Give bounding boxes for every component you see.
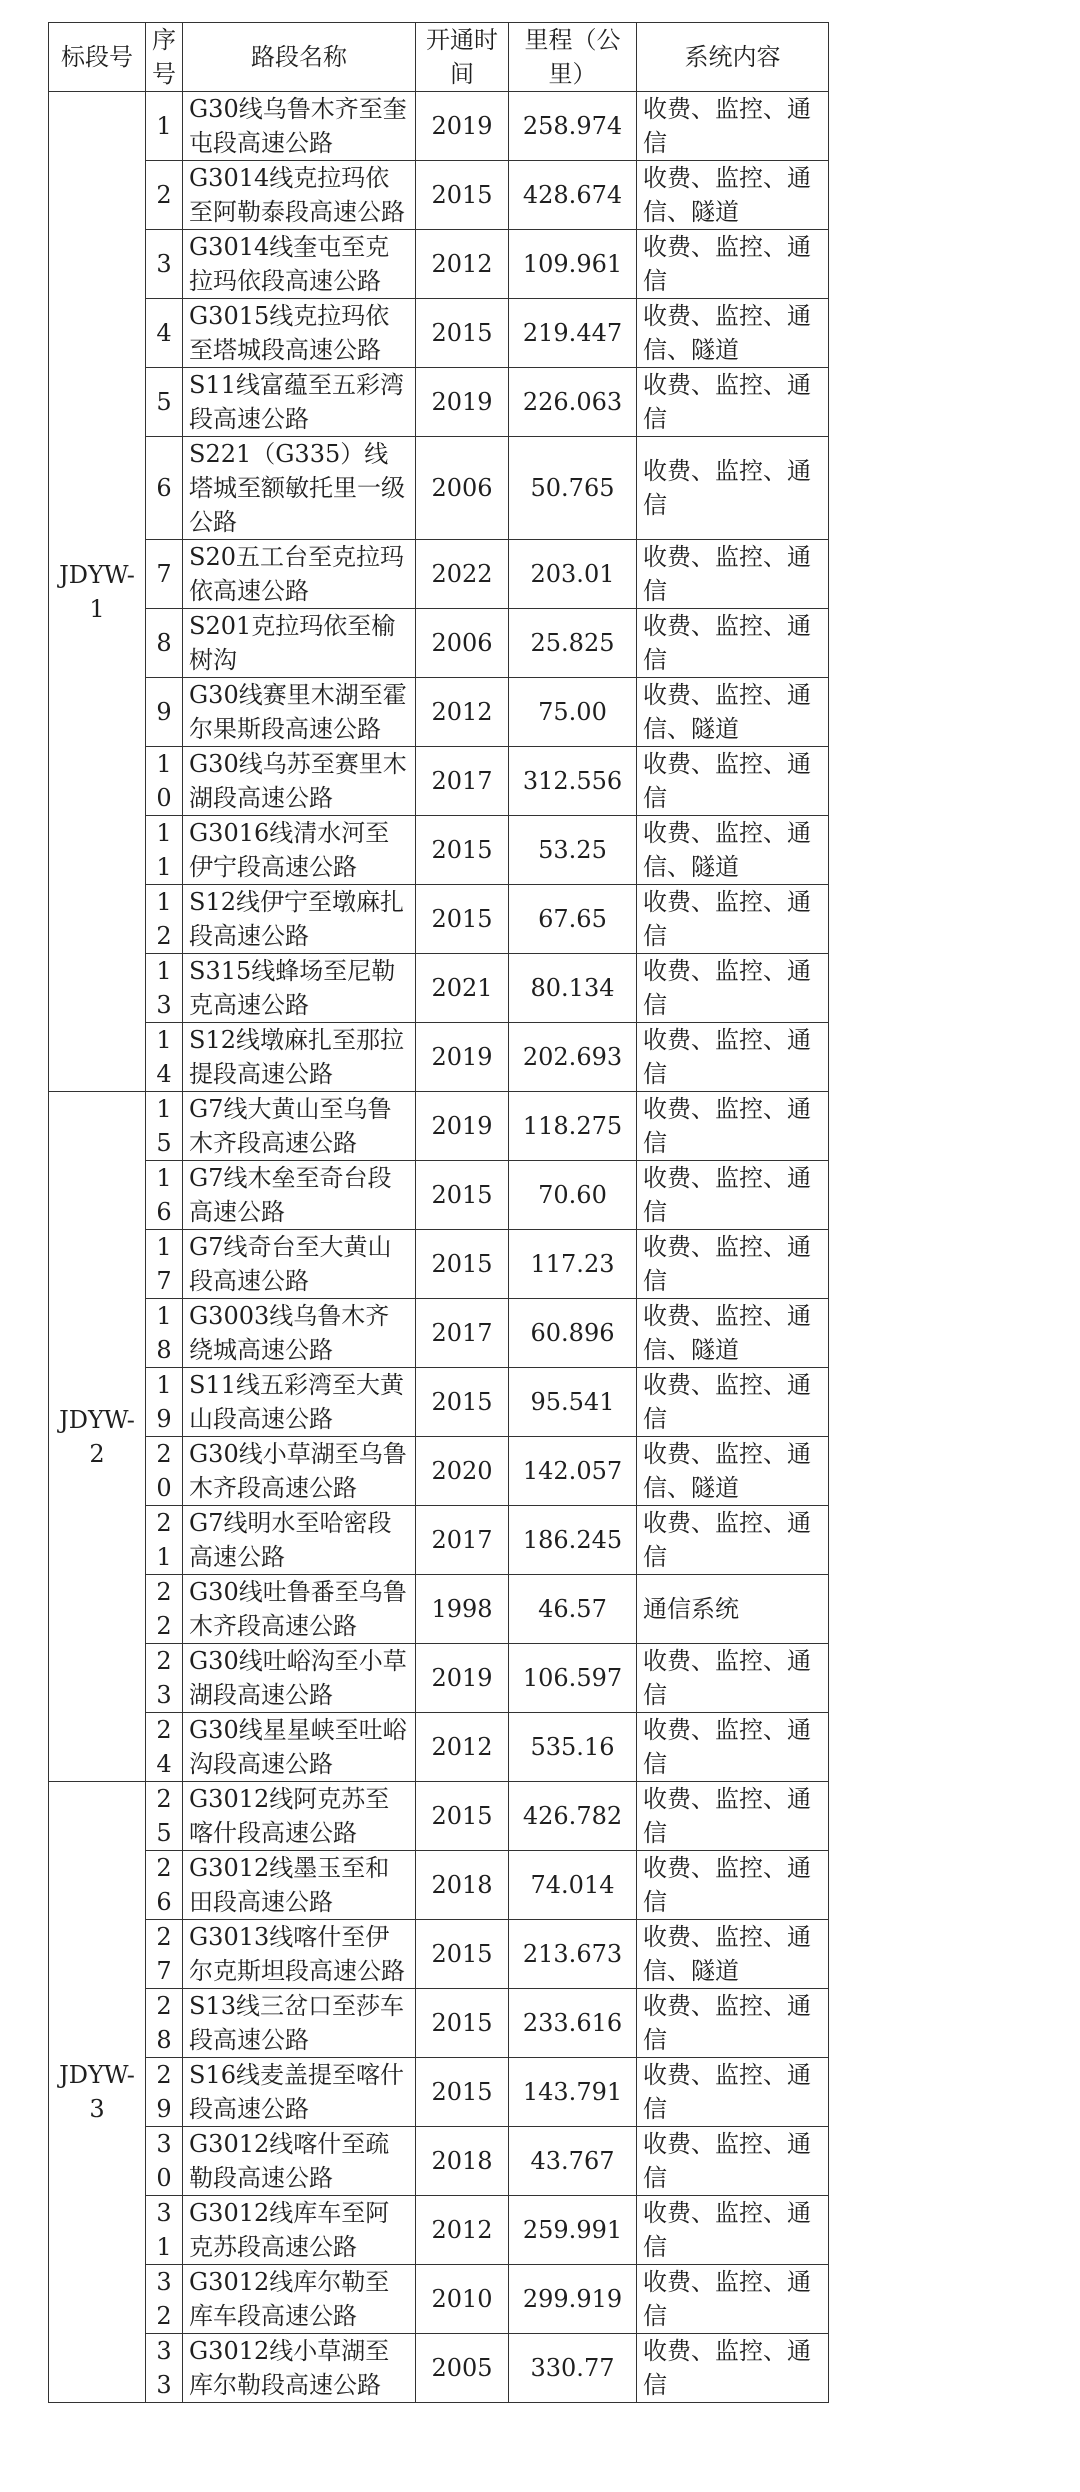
table-row [49,1920,829,1989]
mileage-cell: 67.65 [509,885,637,954]
mileage-cell: 80.134 [509,954,637,1023]
system-content-cell: 收费、监控、通信 [637,2265,829,2334]
road-name-cell: G3012线墨玉至和田段高速公路 [183,1851,416,1920]
open-year-cell: 2012 [416,678,509,747]
mileage-cell: 74.014 [509,1851,637,1920]
open-year-cell: 2015 [416,1989,509,2058]
no-cell: 3 [146,230,183,299]
mileage-cell: 95.541 [509,1368,637,1437]
header-system: 系统内容 [637,23,829,92]
open-year-cell: 2015 [416,1230,509,1299]
road-name-cell: G7线奇台至大黄山段高速公路 [183,1230,416,1299]
mileage-cell: 142.057 [509,1437,637,1506]
road-name-cell: G7线木垒至奇台段高速公路 [183,1161,416,1230]
system-content-cell: 收费、监控、通信、隧道 [637,816,829,885]
no-cell: 22 [146,1575,183,1644]
road-name-cell: G7线大黄山至乌鲁木齐段高速公路 [183,1092,416,1161]
no-cell: 13 [146,954,183,1023]
road-name-cell: S315线蜂场至尼勒克高速公路 [183,954,416,1023]
open-year-cell: 2017 [416,1299,509,1368]
system-content-cell: 收费、监控、通信 [637,1851,829,1920]
open-year-cell: 2006 [416,609,509,678]
road-name-cell: G30线星星峡至吐峪沟段高速公路 [183,1713,416,1782]
mileage-cell: 106.597 [509,1644,637,1713]
no-cell: 24 [146,1713,183,1782]
no-cell: 32 [146,2265,183,2334]
open-year-cell: 2015 [416,161,509,230]
road-name-cell: G3012线库车至阿克苏段高速公路 [183,2196,416,2265]
mileage-cell: 43.767 [509,2127,637,2196]
table-body [49,92,829,2403]
table-row [49,540,829,609]
table-row [49,2127,829,2196]
no-cell: 33 [146,2334,183,2403]
open-year-cell: 2019 [416,1023,509,1092]
no-cell: 2 [146,161,183,230]
road-name-cell: S221（G335）线塔城至额敏托里一级公路 [183,437,416,540]
system-content-cell: 收费、监控、通信 [637,437,829,540]
road-name-cell: S201克拉玛依至榆树沟 [183,609,416,678]
table-row [49,2058,829,2127]
no-cell: 18 [146,1299,183,1368]
system-content-cell: 收费、监控、通信、隧道 [637,1437,829,1506]
no-cell: 4 [146,299,183,368]
no-cell: 10 [146,747,183,816]
no-cell: 23 [146,1644,183,1713]
open-year-cell: 2015 [416,816,509,885]
table-row [49,2334,829,2403]
no-cell: 29 [146,2058,183,2127]
no-cell: 5 [146,368,183,437]
road-name-cell: G30线乌苏至赛里木湖段高速公路 [183,747,416,816]
open-year-cell: 2019 [416,92,509,161]
table-row [49,437,829,540]
road-name-cell: G3016线清水河至伊宁段高速公路 [183,816,416,885]
no-cell: 20 [146,1437,183,1506]
open-year-cell: 2015 [416,885,509,954]
open-year-cell: 2018 [416,2127,509,2196]
road-name-cell: G3012线库尔勒至库车段高速公路 [183,2265,416,2334]
system-content-cell: 收费、监控、通信 [637,1644,829,1713]
segment-cell: JDYW-1 [49,92,146,1092]
table-row [49,1575,829,1644]
table-row [49,816,829,885]
open-year-cell: 2019 [416,1644,509,1713]
header-row [49,23,829,92]
system-content-cell: 收费、监控、通信 [637,1092,829,1161]
no-cell: 31 [146,2196,183,2265]
table-row [49,161,829,230]
road-name-cell: S12线墩麻扎至那拉提段高速公路 [183,1023,416,1092]
road-name-cell: G30线吐鲁番至乌鲁木齐段高速公路 [183,1575,416,1644]
no-cell: 30 [146,2127,183,2196]
mileage-cell: 226.063 [509,368,637,437]
system-content-cell: 收费、监控、通信、隧道 [637,161,829,230]
mileage-cell: 53.25 [509,816,637,885]
system-content-cell: 收费、监控、通信、隧道 [637,1299,829,1368]
road-name-cell: G3003线乌鲁木齐绕城高速公路 [183,1299,416,1368]
open-year-cell: 2015 [416,1920,509,1989]
open-year-cell: 2012 [416,2196,509,2265]
system-content-cell: 收费、监控、通信 [637,92,829,161]
open-year-cell: 2012 [416,230,509,299]
road-name-cell: S12线伊宁至墩麻扎段高速公路 [183,885,416,954]
table-row [49,678,829,747]
table-row [49,1161,829,1230]
no-cell: 26 [146,1851,183,1920]
mileage-cell: 299.919 [509,2265,637,2334]
table-row [49,1506,829,1575]
system-content-cell: 收费、监控、通信 [637,368,829,437]
mileage-cell: 46.57 [509,1575,637,1644]
header-no: 序号 [146,23,183,92]
no-cell: 12 [146,885,183,954]
no-cell: 14 [146,1023,183,1092]
table-row [49,1851,829,1920]
mileage-cell: 258.974 [509,92,637,161]
system-content-cell: 收费、监控、通信 [637,1506,829,1575]
system-content-cell: 收费、监控、通信 [637,2196,829,2265]
segment-cell: JDYW-2 [49,1092,146,1782]
mileage-cell: 426.782 [509,1782,637,1851]
road-name-cell: G3014线克拉玛依至阿勒泰段高速公路 [183,161,416,230]
table-row [49,885,829,954]
table-row [49,1644,829,1713]
table-row [49,299,829,368]
system-content-cell: 收费、监控、通信 [637,540,829,609]
table-row [49,609,829,678]
no-cell: 9 [146,678,183,747]
open-year-cell: 2020 [416,1437,509,1506]
table-row [49,1713,829,1782]
system-content-cell: 收费、监控、通信、隧道 [637,299,829,368]
segment-cell: JDYW-3 [49,1782,146,2403]
mileage-cell: 117.23 [509,1230,637,1299]
table-row [49,1023,829,1092]
road-name-cell: G3015线克拉玛依至塔城段高速公路 [183,299,416,368]
system-content-cell: 收费、监控、通信 [637,2058,829,2127]
mileage-cell: 109.961 [509,230,637,299]
table-row [49,1782,829,1851]
header-km: 里程（公里） [509,23,637,92]
road-name-cell: G7线明水至哈密段高速公路 [183,1506,416,1575]
mileage-cell: 330.77 [509,2334,637,2403]
mileage-cell: 312.556 [509,747,637,816]
mileage-cell: 60.896 [509,1299,637,1368]
system-content-cell: 收费、监控、通信 [637,2334,829,2403]
road-name-cell: S20五工台至克拉玛依高速公路 [183,540,416,609]
open-year-cell: 2015 [416,1368,509,1437]
system-content-cell: 收费、监控、通信 [637,747,829,816]
table-row [49,1299,829,1368]
road-name-cell: G3012线喀什至疏勒段高速公路 [183,2127,416,2196]
no-cell: 11 [146,816,183,885]
mileage-cell: 70.60 [509,1161,637,1230]
no-cell: 8 [146,609,183,678]
mileage-cell: 428.674 [509,161,637,230]
mileage-cell: 75.00 [509,678,637,747]
no-cell: 21 [146,1506,183,1575]
no-cell: 7 [146,540,183,609]
system-content-cell: 收费、监控、通信 [637,1782,829,1851]
table-row [49,747,829,816]
table-row [49,2196,829,2265]
open-year-cell: 2015 [416,1161,509,1230]
mileage-cell: 233.616 [509,1989,637,2058]
table-row [49,1368,829,1437]
road-name-cell: S11线五彩湾至大黄山段高速公路 [183,1368,416,1437]
no-cell: 28 [146,1989,183,2058]
mileage-cell: 50.765 [509,437,637,540]
table-row [49,1230,829,1299]
open-year-cell: 1998 [416,1575,509,1644]
road-name-cell: G30线赛里木湖至霍尔果斯段高速公路 [183,678,416,747]
system-content-cell: 收费、监控、通信 [637,1368,829,1437]
open-year-cell: 2017 [416,747,509,816]
system-content-cell: 收费、监控、通信 [637,1023,829,1092]
no-cell: 6 [146,437,183,540]
open-year-cell: 2005 [416,2334,509,2403]
road-name-cell: G30线吐峪沟至小草湖段高速公路 [183,1644,416,1713]
mileage-cell: 219.447 [509,299,637,368]
table-row [49,230,829,299]
no-cell: 16 [146,1161,183,1230]
system-content-cell: 收费、监控、通信 [637,1161,829,1230]
open-year-cell: 2019 [416,1092,509,1161]
table-row [49,1437,829,1506]
no-cell: 17 [146,1230,183,1299]
open-year-cell: 2019 [416,368,509,437]
open-year-cell: 2015 [416,1782,509,1851]
road-name-cell: S16线麦盖提至喀什段高速公路 [183,2058,416,2127]
system-content-cell: 收费、监控、通信 [637,1230,829,1299]
system-content-cell: 收费、监控、通信 [637,1989,829,2058]
open-year-cell: 2021 [416,954,509,1023]
road-name-cell: G3012线小草湖至库尔勒段高速公路 [183,2334,416,2403]
open-year-cell: 2018 [416,1851,509,1920]
table-row [49,368,829,437]
mileage-cell: 259.991 [509,2196,637,2265]
no-cell: 27 [146,1920,183,1989]
mileage-cell: 535.16 [509,1713,637,1782]
header-name: 路段名称 [183,23,416,92]
road-name-cell: G30线乌鲁木齐至奎屯段高速公路 [183,92,416,161]
road-name-cell: G3014线奎屯至克拉玛依段高速公路 [183,230,416,299]
highway-segments-table [48,22,829,2403]
mileage-cell: 25.825 [509,609,637,678]
no-cell: 15 [146,1092,183,1161]
header-segment: 标段号 [49,23,146,92]
no-cell: 25 [146,1782,183,1851]
system-content-cell: 收费、监控、通信 [637,954,829,1023]
open-year-cell: 2012 [416,1713,509,1782]
table-row [49,2265,829,2334]
mileage-cell: 143.791 [509,2058,637,2127]
table-row [49,92,829,161]
road-name-cell: S11线富蕴至五彩湾段高速公路 [183,368,416,437]
open-year-cell: 2006 [416,437,509,540]
table-row [49,954,829,1023]
header-year: 开通时间 [416,23,509,92]
mileage-cell: 203.01 [509,540,637,609]
system-content-cell: 收费、监控、通信 [637,230,829,299]
document-page [48,22,829,2403]
open-year-cell: 2017 [416,1506,509,1575]
open-year-cell: 2022 [416,540,509,609]
mileage-cell: 202.693 [509,1023,637,1092]
system-content-cell: 收费、监控、通信、隧道 [637,678,829,747]
mileage-cell: 186.245 [509,1506,637,1575]
system-content-cell: 收费、监控、通信 [637,609,829,678]
road-name-cell: G3012线阿克苏至喀什段高速公路 [183,1782,416,1851]
mileage-cell: 118.275 [509,1092,637,1161]
system-content-cell: 收费、监控、通信 [637,1713,829,1782]
road-name-cell: G3013线喀什至伊尔克斯坦段高速公路 [183,1920,416,1989]
open-year-cell: 2015 [416,2058,509,2127]
system-content-cell: 收费、监控、通信、隧道 [637,1920,829,1989]
no-cell: 1 [146,92,183,161]
table-row [49,1989,829,2058]
open-year-cell: 2015 [416,299,509,368]
road-name-cell: S13线三岔口至莎车段高速公路 [183,1989,416,2058]
road-name-cell: G30线小草湖至乌鲁木齐段高速公路 [183,1437,416,1506]
system-content-cell: 收费、监控、通信 [637,885,829,954]
system-content-cell: 收费、监控、通信 [637,2127,829,2196]
mileage-cell: 213.673 [509,1920,637,1989]
table-row [49,1092,829,1161]
system-content-cell: 通信系统 [637,1575,829,1644]
open-year-cell: 2010 [416,2265,509,2334]
no-cell: 19 [146,1368,183,1437]
